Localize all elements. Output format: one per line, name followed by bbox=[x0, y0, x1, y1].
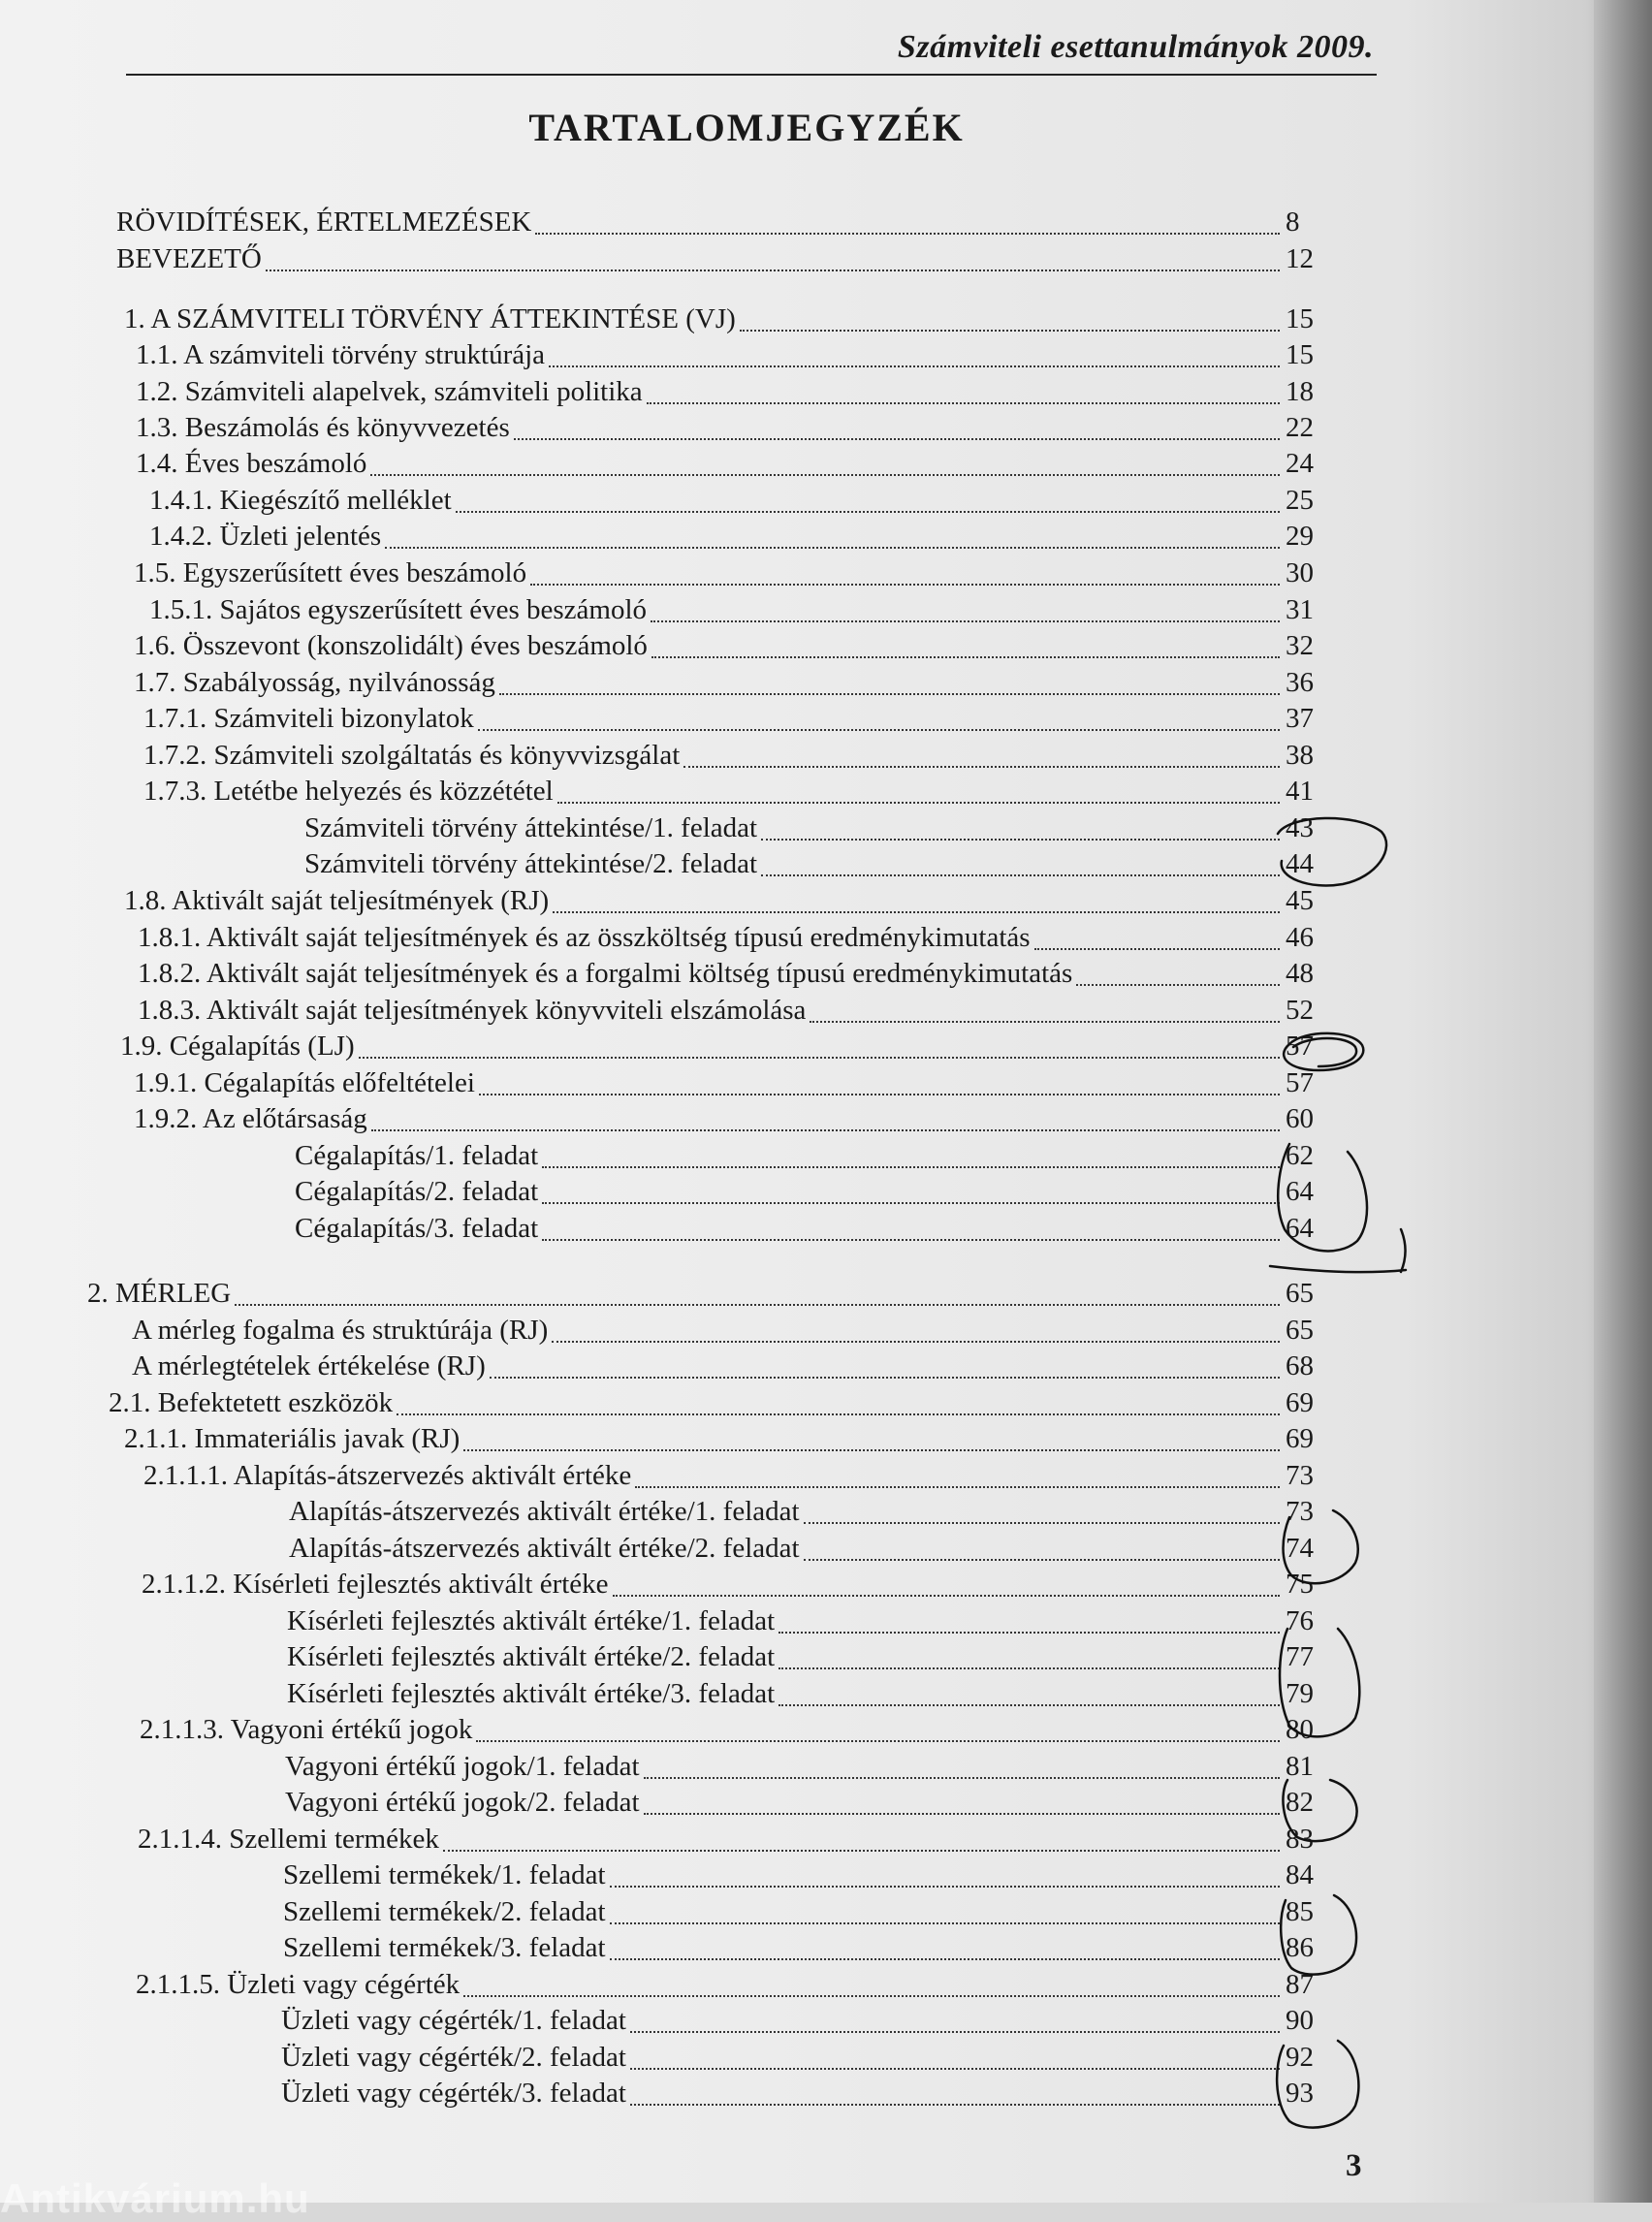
toc-entry bbox=[138, 922, 1336, 959]
toc-entry bbox=[136, 1969, 1336, 2006]
toc-leader bbox=[810, 1020, 1280, 1023]
toc-entry-title: 1.2. Számviteli alapelvek, számviteli politika bbox=[136, 376, 643, 407]
toc-entry bbox=[136, 412, 1336, 449]
toc-entry bbox=[285, 1787, 1336, 1824]
toc-entry bbox=[281, 2078, 1336, 2114]
toc-entry-title: 1.8.1. Aktivált saját teljesítmények és az összköltség típusú eredménykimutatás bbox=[138, 922, 1031, 953]
toc-entry-page: 83 bbox=[1286, 1824, 1314, 1855]
toc-leader bbox=[542, 1238, 1280, 1241]
toc-leader bbox=[761, 873, 1280, 876]
toc-entry-title: 1.4.1. Kiegészítő melléklet bbox=[149, 485, 452, 516]
toc-entry-page: 37 bbox=[1286, 703, 1314, 734]
toc-leader bbox=[613, 1594, 1280, 1597]
toc-entry bbox=[304, 848, 1336, 885]
toc-entry-page: 69 bbox=[1286, 1423, 1314, 1454]
toc-entry-title: 2.1.1.4. Szellemi termékek bbox=[138, 1824, 439, 1855]
toc-entry-title: 1.3. Beszámolás és könyvvezetés bbox=[136, 412, 510, 443]
toc-entry-title: RÖVIDÍTÉSEK, ÉRTELMEZÉSEK bbox=[116, 206, 532, 238]
toc-entry-title: Cégalapítás/3. feladat bbox=[295, 1213, 539, 1244]
toc-entry-title: A mérlegtételek értékelése (RJ) bbox=[132, 1350, 486, 1381]
toc-leader bbox=[553, 910, 1280, 913]
toc-entry-page: 24 bbox=[1286, 448, 1314, 479]
toc-entry-page: 48 bbox=[1286, 958, 1314, 989]
toc-leader bbox=[644, 1812, 1280, 1815]
toc-leader bbox=[778, 1666, 1280, 1669]
toc-entry-title: Kísérleti fejlesztés aktivált értéke/1. feladat bbox=[287, 1605, 776, 1636]
toc-leader bbox=[552, 1340, 1280, 1343]
toc-entry bbox=[287, 1641, 1336, 1678]
toc-entry-page: 90 bbox=[1286, 2005, 1314, 2036]
toc-leader bbox=[542, 1165, 1280, 1168]
toc-leader bbox=[235, 1303, 1280, 1306]
toc-leader bbox=[683, 765, 1280, 768]
toc-entry bbox=[283, 1859, 1336, 1896]
toc-leader bbox=[542, 1201, 1280, 1204]
toc-entry bbox=[281, 2042, 1336, 2079]
toc-entry-title: Számviteli törvény áttekintése/2. feladat bbox=[304, 848, 758, 879]
toc-entry-page: 22 bbox=[1286, 412, 1314, 443]
toc-leader bbox=[630, 2067, 1280, 2070]
toc-leader bbox=[535, 232, 1280, 235]
toc-entry bbox=[143, 703, 1336, 740]
toc-entry-title: Számviteli törvény áttekintése/1. feladat bbox=[304, 812, 758, 843]
toc-entry bbox=[132, 1315, 1336, 1351]
toc-leader bbox=[610, 1921, 1280, 1924]
toc-entry-title: Szellemi termékek/3. feladat bbox=[283, 1932, 606, 1963]
toc-leader bbox=[490, 1376, 1280, 1379]
toc-entry-page: 38 bbox=[1286, 740, 1314, 771]
toc-entry bbox=[283, 1896, 1336, 1933]
toc-entry-page: 46 bbox=[1286, 922, 1314, 953]
toc-entry bbox=[140, 1714, 1336, 1751]
toc-entry-page: 76 bbox=[1286, 1605, 1314, 1636]
toc-entry-title: Üzleti vagy cégérték/2. feladat bbox=[281, 2042, 626, 2073]
toc-entry bbox=[132, 1350, 1336, 1387]
toc-entry-title: Szellemi termékek/2. feladat bbox=[283, 1896, 606, 1927]
toc-entry-page: 60 bbox=[1286, 1103, 1314, 1134]
toc-entry-title: 1.7.2. Számviteli szolgáltatás és könyvvizsgálat bbox=[143, 740, 681, 771]
toc-entry-page: 64 bbox=[1286, 1176, 1314, 1207]
toc-leader bbox=[385, 546, 1280, 549]
toc-entry-title: 2.1.1.2. Kísérleti fejlesztés aktivált értéke bbox=[142, 1569, 609, 1600]
toc-entry bbox=[87, 1278, 1336, 1315]
toc-entry bbox=[138, 995, 1336, 1032]
toc-leader bbox=[630, 2103, 1280, 2106]
toc-entry bbox=[149, 594, 1336, 631]
toc-entry-page: 75 bbox=[1286, 1569, 1314, 1600]
toc-entry-page: 80 bbox=[1286, 1714, 1314, 1745]
toc-entry bbox=[143, 740, 1336, 777]
toc-leader bbox=[443, 1849, 1280, 1852]
toc-entry-page: 81 bbox=[1286, 1751, 1314, 1782]
toc-entry bbox=[136, 376, 1336, 413]
toc-leader bbox=[514, 437, 1280, 440]
toc-entry-page: 8 bbox=[1286, 206, 1300, 238]
toc-leader bbox=[804, 1521, 1280, 1524]
toc-entry-title: Alapítás-átszervezés aktivált értéke/2. feladat bbox=[289, 1533, 800, 1564]
toc-entry-page: 52 bbox=[1286, 995, 1314, 1026]
toc-entry-title: Kísérleti fejlesztés aktivált értéke/3. feladat bbox=[287, 1678, 776, 1709]
toc-entry-title: 1.4. Éves beszámoló bbox=[136, 448, 367, 479]
toc-entry-page: 82 bbox=[1286, 1787, 1314, 1818]
toc-entry bbox=[295, 1140, 1336, 1177]
toc-entry-page: 69 bbox=[1286, 1387, 1314, 1418]
toc-entry-page: 32 bbox=[1286, 630, 1314, 661]
toc-entry bbox=[116, 243, 1336, 280]
toc-entry bbox=[124, 303, 1336, 340]
toc-leader bbox=[266, 269, 1280, 271]
toc-entry bbox=[136, 448, 1336, 485]
toc-entry-page: 92 bbox=[1286, 2042, 1314, 2073]
toc-leader bbox=[647, 401, 1280, 404]
toc-entry-title: Üzleti vagy cégérték/3. feladat bbox=[281, 2078, 626, 2109]
toc-entry-title: Cégalapítás/1. feladat bbox=[295, 1140, 539, 1171]
toc-entry bbox=[109, 1387, 1336, 1424]
toc-leader bbox=[651, 619, 1280, 622]
running-header: Számviteli esettanulmányok 2009. bbox=[897, 29, 1374, 65]
toc-entry bbox=[134, 630, 1336, 667]
toc-entry-title: Üzleti vagy cégérték/1. feladat bbox=[281, 2005, 626, 2036]
toc-entry bbox=[285, 1751, 1336, 1788]
toc-leader bbox=[635, 1485, 1280, 1488]
toc-entry-title: BEVEZETŐ bbox=[116, 243, 262, 274]
toc-entry bbox=[134, 1067, 1336, 1104]
toc-entry bbox=[134, 1103, 1336, 1140]
toc-leader bbox=[630, 2030, 1280, 2033]
toc-leader bbox=[549, 365, 1280, 367]
toc-entry bbox=[143, 1460, 1336, 1497]
toc-entry-title: 2. MÉRLEG bbox=[87, 1278, 232, 1309]
toc-entry-page: 85 bbox=[1286, 1896, 1314, 1927]
toc-entry-title: Alapítás-átszervezés aktivált értéke/1. feladat bbox=[289, 1496, 800, 1527]
toc-entry bbox=[287, 1678, 1336, 1715]
toc-entry-page: 30 bbox=[1286, 557, 1314, 588]
toc-leader bbox=[644, 1776, 1280, 1779]
watermark: Antikvárium.hu bbox=[0, 2175, 310, 2221]
toc-entry bbox=[287, 1605, 1336, 1642]
toc-entry-page: 64 bbox=[1286, 1213, 1314, 1244]
toc-entry-title: 1.9.2. Az előtársaság bbox=[134, 1103, 367, 1134]
toc-leader bbox=[397, 1413, 1280, 1415]
toc-entry bbox=[283, 1932, 1336, 1969]
toc-entry bbox=[149, 485, 1336, 522]
toc-entry-page: 68 bbox=[1286, 1350, 1314, 1381]
toc-leader bbox=[476, 1739, 1280, 1742]
toc-entry bbox=[143, 776, 1336, 812]
toc-entry-page: 79 bbox=[1286, 1678, 1314, 1709]
toc-entry-title: 1. A SZÁMVITELI TÖRVÉNY ÁTTEKINTÉSE (VJ) bbox=[124, 303, 736, 334]
toc-leader bbox=[463, 1994, 1280, 1997]
toc-entry bbox=[149, 521, 1336, 557]
toc-entry-title: 1.6. Összevont (konszolidált) éves beszámoló bbox=[134, 630, 648, 661]
toc-entry-title: 1.8.3. Aktivált saját teljesítmények könyvviteli elszámolása bbox=[138, 995, 807, 1026]
toc-entry bbox=[136, 339, 1336, 376]
toc-entry bbox=[295, 1213, 1336, 1250]
toc-entry-page: 18 bbox=[1286, 376, 1314, 407]
toc-entry-page: 62 bbox=[1286, 1140, 1314, 1171]
toc-leader bbox=[740, 329, 1280, 332]
toc-entry-page: 84 bbox=[1286, 1859, 1314, 1890]
toc-entry bbox=[138, 1824, 1336, 1860]
toc-entry bbox=[134, 557, 1336, 594]
toc-entry-title: 1.9. Cégalapítás (LJ) bbox=[120, 1031, 355, 1062]
toc-leader bbox=[479, 1093, 1280, 1095]
toc-entry-page: 74 bbox=[1286, 1533, 1314, 1564]
toc-entry-title: Kísérleti fejlesztés aktivált értéke/2. feladat bbox=[287, 1641, 776, 1672]
toc-entry-page: 87 bbox=[1286, 1969, 1314, 2000]
toc-entry bbox=[120, 1031, 1336, 1067]
toc-leader bbox=[610, 1957, 1280, 1960]
page-title: TARTALOMJEGYZÉK bbox=[528, 106, 965, 149]
toc-entry bbox=[289, 1533, 1336, 1570]
toc-entry-title: 2.1.1.5. Üzleti vagy cégérték bbox=[136, 1969, 461, 2000]
toc-entry-title: 1.5. Egyszerűsített éves beszámoló bbox=[134, 557, 527, 588]
toc-entry-page: 15 bbox=[1286, 303, 1314, 334]
toc-entry-page: 41 bbox=[1286, 776, 1314, 807]
toc-leader bbox=[530, 583, 1280, 586]
toc-leader bbox=[778, 1703, 1280, 1706]
toc-entry-page: 44 bbox=[1286, 848, 1314, 879]
toc-entry bbox=[124, 885, 1336, 922]
toc-entry-title: 1.7.3. Letétbe helyezés és közzététel bbox=[143, 776, 554, 807]
toc-entry-page: 73 bbox=[1286, 1496, 1314, 1527]
toc-entry bbox=[116, 206, 1336, 243]
toc-entry-page: 31 bbox=[1286, 594, 1314, 625]
toc-leader bbox=[478, 728, 1280, 731]
toc-entry-page: 25 bbox=[1286, 485, 1314, 516]
toc-leader bbox=[651, 655, 1280, 658]
toc-entry-title: 1.1. A számviteli törvény struktúrája bbox=[136, 339, 546, 370]
toc-entry bbox=[142, 1569, 1336, 1605]
toc-entry-page: 57 bbox=[1286, 1031, 1314, 1062]
toc-entry-title: 1.5.1. Sajátos egyszerűsített éves beszámoló bbox=[149, 594, 648, 625]
toc-leader bbox=[761, 838, 1280, 841]
toc-entry-title: 1.9.1. Cégalapítás előfeltételei bbox=[134, 1067, 475, 1098]
toc-entry-page: 45 bbox=[1286, 885, 1314, 916]
toc-leader bbox=[1034, 947, 1280, 950]
toc-leader bbox=[456, 510, 1280, 513]
toc-entry bbox=[138, 958, 1336, 995]
toc-entry-title: 1.7. Szabályosság, nyilvánosság bbox=[134, 667, 495, 698]
toc-leader bbox=[463, 1448, 1280, 1451]
toc-entry-page: 57 bbox=[1286, 1067, 1314, 1098]
toc-entry-page: 77 bbox=[1286, 1641, 1314, 1672]
toc-entry bbox=[124, 1423, 1336, 1460]
toc-entry bbox=[295, 1176, 1336, 1213]
toc-entry-title: 2.1. Befektetett eszközök bbox=[109, 1387, 394, 1418]
toc-leader bbox=[499, 692, 1280, 695]
toc-entry-page: 36 bbox=[1286, 667, 1314, 698]
toc-leader bbox=[778, 1631, 1280, 1634]
toc-entry bbox=[134, 667, 1336, 704]
toc-entry-page: 65 bbox=[1286, 1315, 1314, 1346]
toc-entry-title: A mérleg fogalma és struktúrája (RJ) bbox=[132, 1315, 549, 1346]
toc-entry-page: 12 bbox=[1286, 243, 1314, 274]
toc-entry-title: 2.1.1.3. Vagyoni értékű jogok bbox=[140, 1714, 473, 1745]
toc-leader bbox=[1076, 983, 1280, 986]
toc-entry-title: 1.4.2. Üzleti jelentés bbox=[149, 521, 382, 552]
toc-entry-page: 15 bbox=[1286, 339, 1314, 370]
toc-leader bbox=[370, 473, 1280, 476]
toc-entry bbox=[304, 812, 1336, 849]
toc-leader bbox=[610, 1885, 1280, 1888]
toc-entry-title: Cégalapítás/2. feladat bbox=[295, 1176, 539, 1207]
toc-entry-title: Vagyoni értékű jogok/2. feladat bbox=[285, 1787, 640, 1818]
toc-entry-page: 65 bbox=[1286, 1278, 1314, 1309]
toc-leader bbox=[371, 1128, 1280, 1131]
toc-entry-title: Szellemi termékek/1. feladat bbox=[283, 1859, 606, 1890]
toc-entry-title: Vagyoni értékű jogok/1. feladat bbox=[285, 1751, 640, 1782]
toc-entry-title: 1.7.1. Számviteli bizonylatok bbox=[143, 703, 474, 734]
toc-entry bbox=[281, 2005, 1336, 2042]
toc-entry-title: 2.1.1.1. Alapítás-átszervezés aktivált értéke bbox=[143, 1460, 632, 1491]
toc-leader bbox=[359, 1056, 1280, 1059]
toc-leader bbox=[804, 1558, 1280, 1561]
toc-entry-title: 2.1.1. Immateriális javak (RJ) bbox=[124, 1423, 461, 1454]
page-number: 3 bbox=[1346, 2148, 1362, 2183]
toc-entry-page: 29 bbox=[1286, 521, 1314, 552]
toc-entry-page: 43 bbox=[1286, 812, 1314, 843]
toc-entry-page: 86 bbox=[1286, 1932, 1314, 1963]
toc-leader bbox=[557, 801, 1280, 804]
toc-entry-page: 73 bbox=[1286, 1460, 1314, 1491]
toc-entry-page: 93 bbox=[1286, 2078, 1314, 2109]
toc-entry-title: 1.8.2. Aktivált saját teljesítmények és a forgalmi költség típusú eredménykimutatás bbox=[138, 958, 1073, 989]
toc-entry bbox=[289, 1496, 1336, 1533]
toc-entry-title: 1.8. Aktivált saját teljesítmények (RJ) bbox=[124, 885, 550, 916]
